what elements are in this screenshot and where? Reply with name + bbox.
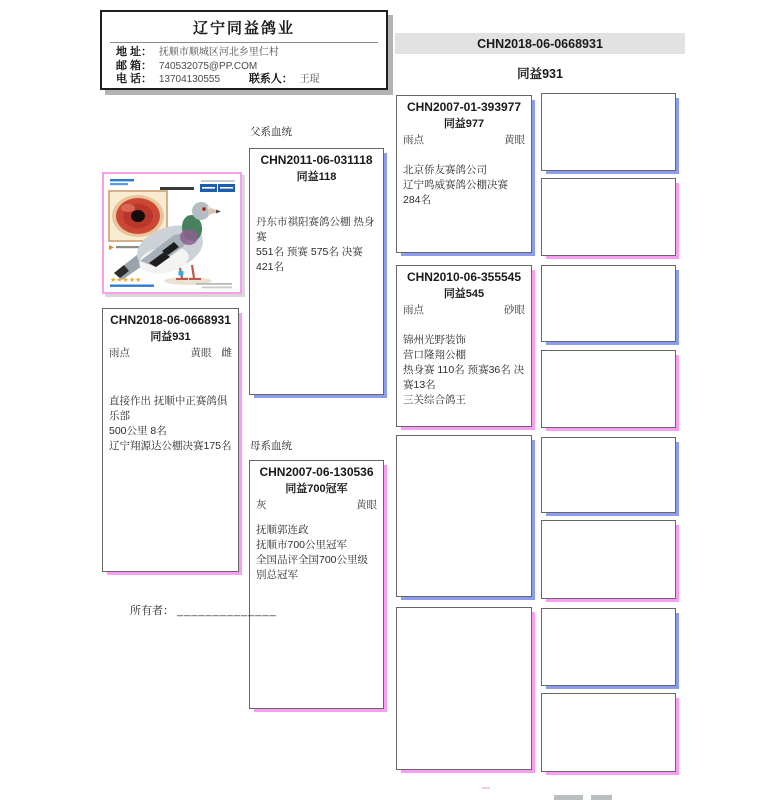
father-ring: CHN2011-06-031118	[260, 153, 373, 167]
result-line: 直接作出 抚顺中正赛鸽俱乐部	[109, 395, 228, 422]
result-line: 辽宁鸣威赛鸽公棚决赛284名	[403, 178, 508, 206]
pigeon-beak-tip	[216, 210, 221, 214]
badge-text-mark	[220, 187, 233, 189]
grandparent-empty-card	[396, 607, 532, 770]
pigeon-pupil	[203, 208, 205, 210]
pigeon-cere	[207, 206, 210, 209]
result-line: 锦州光野装饰	[403, 334, 466, 346]
phone-row	[102, 73, 386, 87]
pedigree-slot	[541, 437, 676, 513]
mother-results	[250, 523, 383, 583]
result-line: 500公里 8名	[109, 424, 167, 437]
pedigree-slot	[541, 608, 676, 686]
subject-results	[103, 394, 238, 454]
photo-caption-mark	[110, 179, 134, 181]
granddam-traits	[397, 301, 531, 317]
granddam-card	[396, 265, 532, 427]
pigeon-title-name: 同益931	[517, 67, 563, 81]
email-label: 邮 箱：	[116, 59, 153, 72]
address-label: 地 址：	[116, 46, 153, 58]
subject-color: 雨点	[109, 347, 130, 359]
phone-label: 电 话：	[116, 73, 153, 85]
result-line: 北京侨友赛鸽公司	[403, 164, 487, 176]
grandsire-ring: CHN2007-01-393977	[406, 100, 522, 114]
loft-name: 辽宁同益鸽业	[192, 20, 295, 37]
photo-smalltext-mark	[201, 180, 235, 182]
subject-eye: 黄眼	[190, 347, 212, 359]
mother-traits	[250, 496, 383, 512]
arrow-icon	[109, 245, 114, 250]
result-line: 三关综合鸽王	[403, 393, 466, 406]
father-results	[250, 215, 383, 275]
loft-header-card	[100, 10, 388, 90]
badge-text-mark	[202, 187, 215, 189]
pigeon-leg	[192, 265, 194, 278]
pigeon-head	[192, 202, 210, 220]
grandsire-name: 同益977	[443, 118, 485, 130]
mother-card	[249, 460, 384, 709]
pedigree-slot	[541, 265, 676, 342]
granddam-name: 同益545	[443, 288, 485, 300]
pedigree-slot	[541, 178, 676, 256]
grandsire-traits	[397, 131, 531, 147]
subject-ring: CHN2018-06-0668931	[110, 313, 231, 327]
father-card	[249, 148, 384, 395]
result-line: 抚顺郭连政	[256, 524, 309, 536]
pigeon-photo-graphic	[104, 174, 240, 292]
granddam-eye: 砂眼	[504, 304, 525, 316]
mother-name: 同益700冠军	[285, 483, 348, 495]
email-row	[102, 60, 386, 74]
contact-label: 联系人：	[248, 73, 293, 85]
address-value: 抚顺市顺城区河北乡里仁村	[158, 47, 279, 58]
mother-branch-label: 母系血统	[250, 440, 292, 452]
result-line: 丹东市祺阳赛鸽公棚 热身赛	[256, 216, 375, 243]
result-line: 551名 预赛 575名 决赛 421名	[256, 245, 363, 273]
subject-name: 同益931	[150, 331, 191, 343]
photo-footer-mark	[202, 287, 232, 289]
grandsire-card	[396, 95, 532, 253]
owner-blank: ______________	[177, 605, 277, 617]
email-value: 740532075@PP.COM	[158, 60, 258, 72]
pigeon-neck-sheen	[180, 229, 198, 245]
result-line: 辽宁翔源达公棚决赛175名	[109, 439, 232, 452]
subject-sex: 雌	[221, 347, 232, 359]
subject-traits	[103, 344, 238, 360]
owner-row	[130, 602, 277, 618]
pigeon-photo	[102, 172, 242, 294]
grandsire-color: 雨点	[403, 134, 424, 146]
leg-band-icon	[179, 271, 184, 276]
page-artifact	[591, 795, 612, 800]
photo-title-mark	[160, 187, 194, 190]
eye-pupil	[131, 210, 145, 222]
ring-number-banner: CHN2018-06-0668931	[395, 33, 685, 54]
star-rating-icon: ★★★★★	[110, 277, 142, 284]
father-name: 同益118	[296, 171, 337, 183]
mother-ring: CHN2007-06-130536	[259, 465, 374, 479]
pedigree-slot	[541, 520, 676, 599]
grandsire-eye: 黄眼	[504, 134, 525, 146]
contact-value: 王琨	[299, 74, 320, 85]
address-row	[102, 46, 386, 60]
result-line: 热身赛 110名 预赛36名 决赛13名	[403, 363, 525, 391]
photo-caption-mark	[110, 183, 128, 185]
father-branch-label: 父系血统	[250, 126, 292, 138]
photo-footer-mark	[110, 285, 154, 287]
photo-footer-mark	[196, 283, 232, 285]
result-line: 营口隆翔公棚	[403, 348, 466, 361]
mother-color: 灰	[256, 499, 267, 511]
pedigree-slot	[541, 93, 676, 171]
pedigree-slot	[541, 350, 676, 428]
mother-eye: 黄眼	[356, 499, 377, 511]
grandparent-empty-card	[396, 435, 532, 597]
granddam-results	[397, 333, 531, 408]
owner-label: 所有者：	[130, 605, 174, 617]
grandsire-results	[397, 163, 531, 208]
divider	[110, 42, 378, 43]
father-traits	[250, 184, 383, 199]
page-artifact	[554, 795, 583, 800]
phone-value: 13704130555	[158, 74, 221, 85]
subject-card	[102, 308, 239, 572]
granddam-ring: CHN2010-06-355545	[406, 270, 522, 284]
page-artifact	[482, 787, 490, 789]
pedigree-slot	[541, 693, 676, 772]
granddam-color: 雨点	[403, 304, 424, 316]
result-line: 抚顺市700公里冠军	[256, 538, 348, 551]
result-line: 全国品评全国700公里级别总冠军	[256, 553, 369, 581]
eye-highlight	[121, 204, 135, 212]
